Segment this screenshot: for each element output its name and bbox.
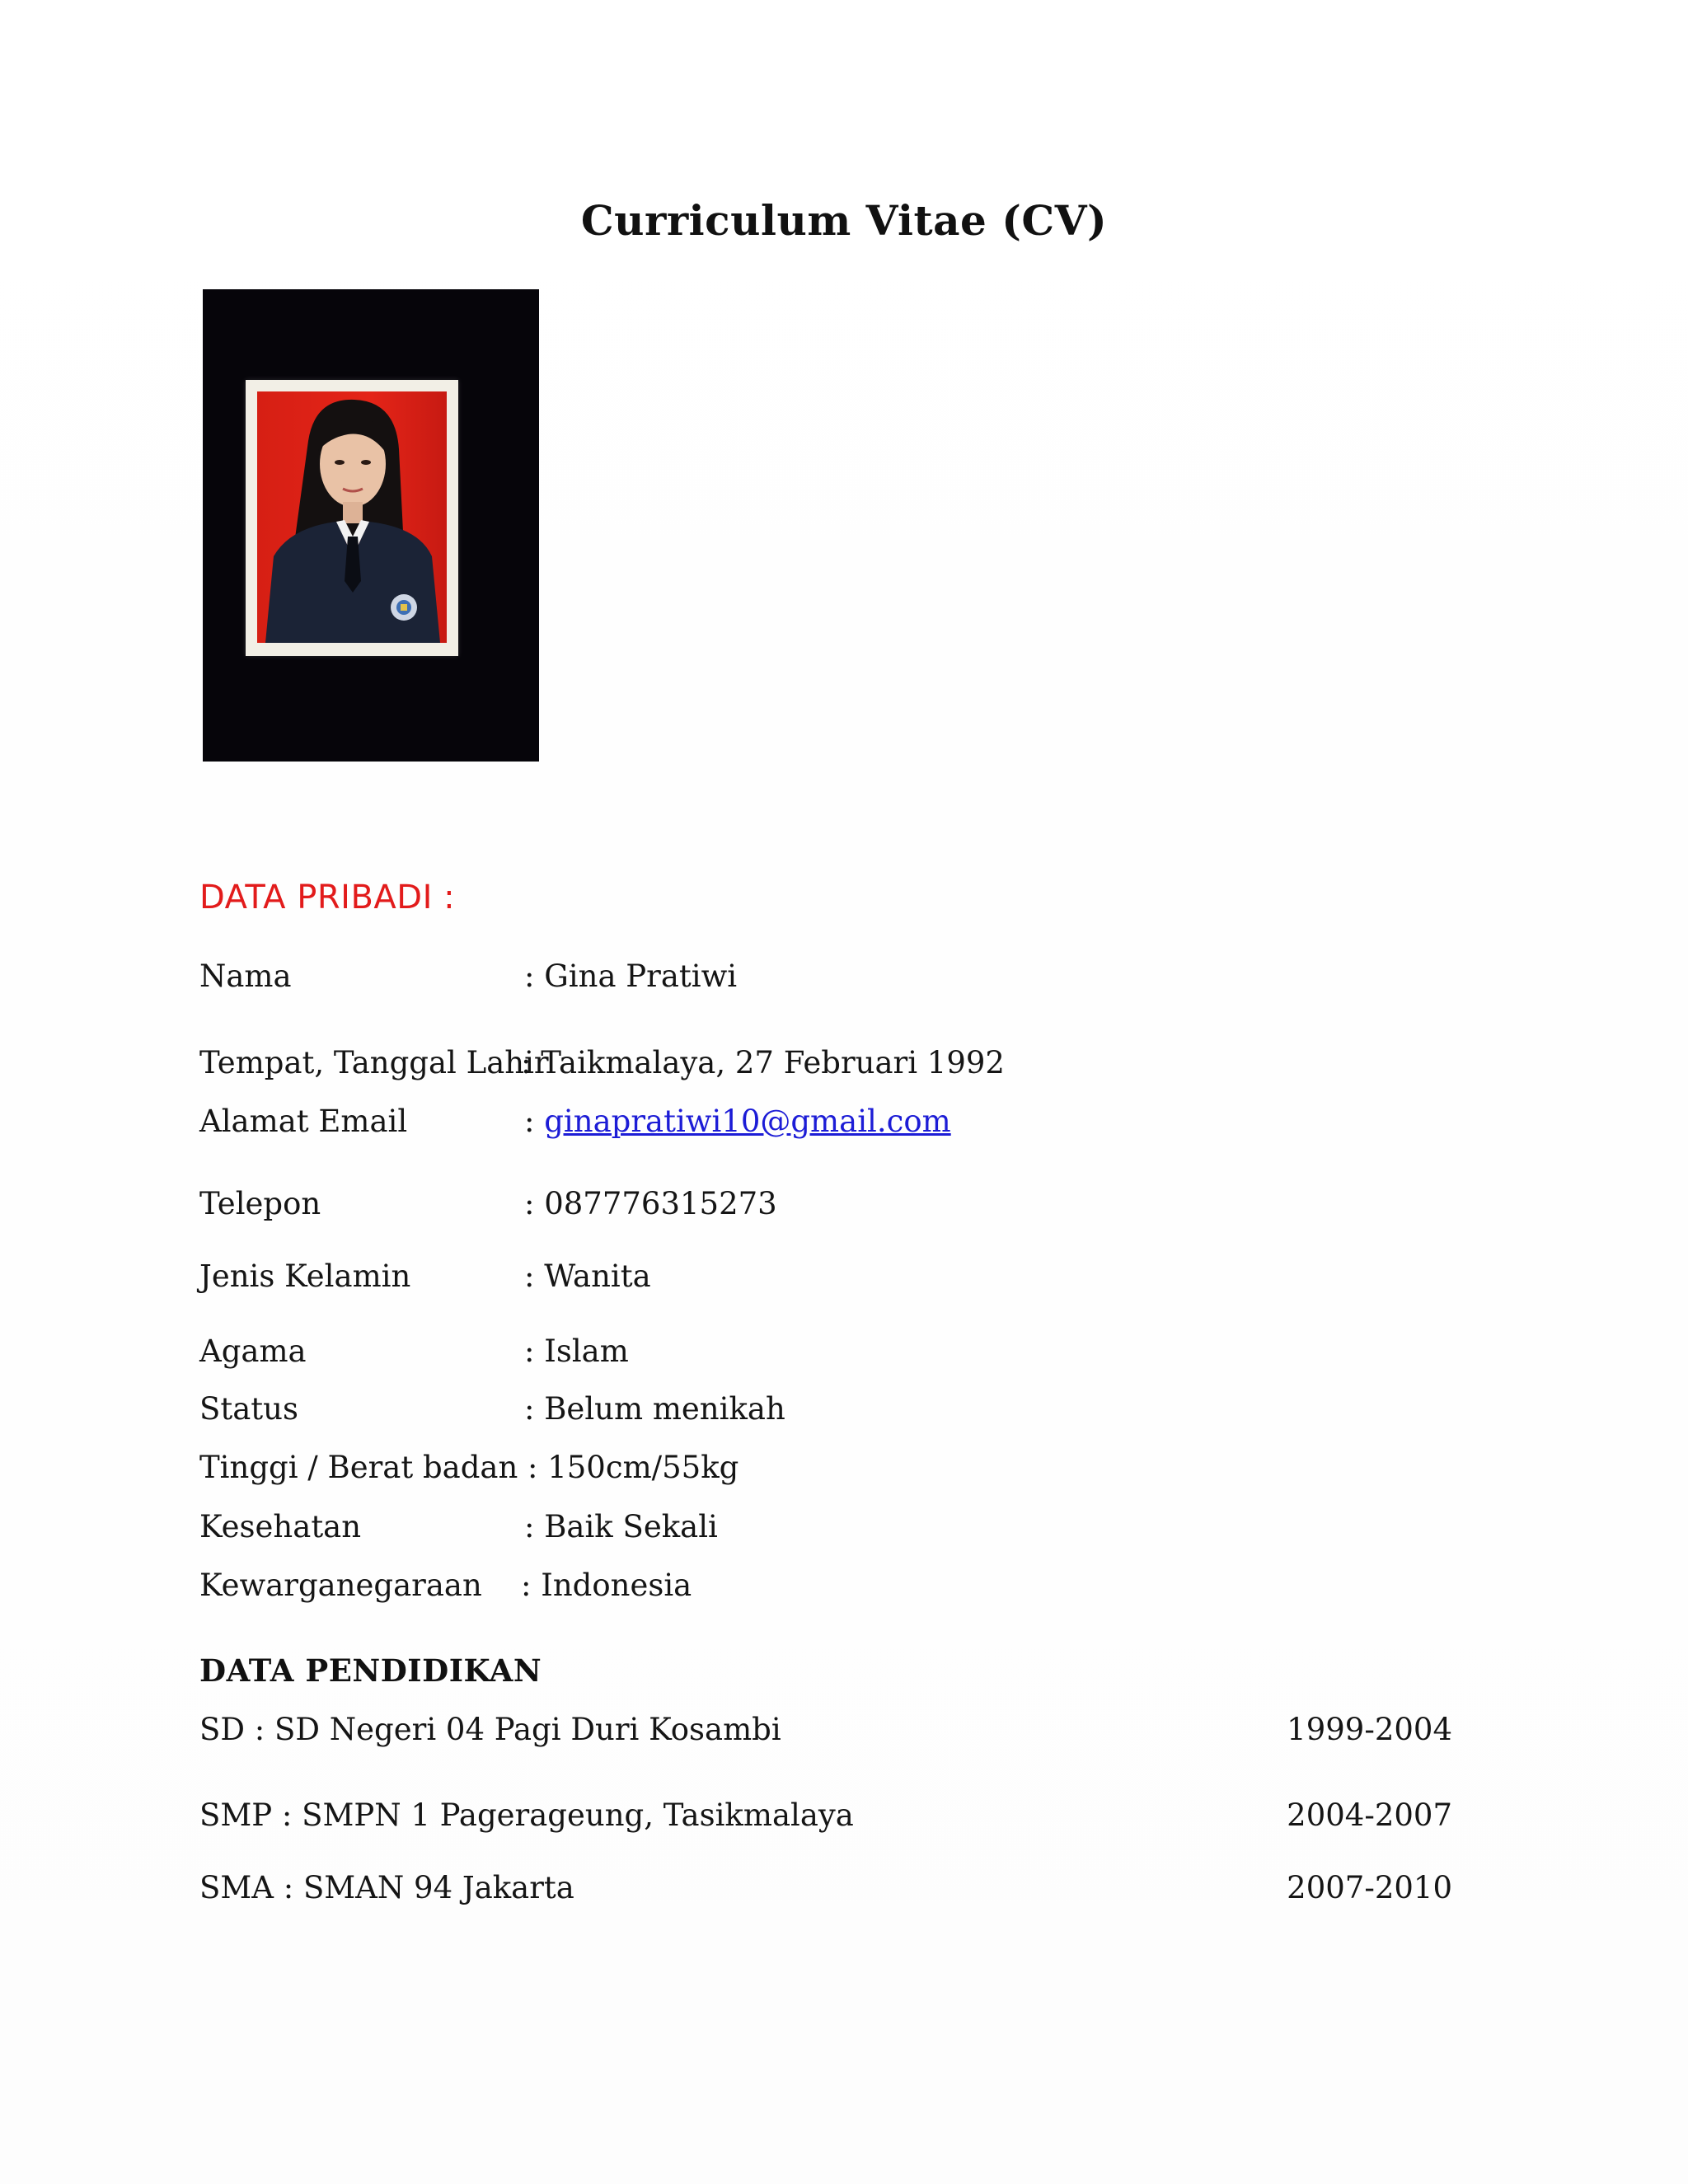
row-label: Alamat Email (199, 1104, 408, 1139)
row-label: Kewarganegaraan (199, 1568, 482, 1603)
row-value: : Baik Sekali (524, 1509, 718, 1544)
row-value: : Wanita (524, 1258, 651, 1294)
education-years: 2004-2007 (1287, 1797, 1452, 1833)
row-value: : Taikmalaya, 27 Februari 1992 (521, 1045, 1005, 1080)
row-value: : Belum menikah (524, 1391, 785, 1427)
row-label: Telepon (199, 1186, 321, 1221)
email-link[interactable]: ginapratiwi10@gmail.com (544, 1104, 951, 1139)
photo-portrait (257, 391, 447, 643)
email-prefix: : (524, 1104, 545, 1139)
row-value: : 087776315273 (524, 1186, 777, 1221)
education-heading: DATA PENDIDIKAN (199, 1652, 542, 1689)
personal-data-heading: DATA PRIBADI : (199, 879, 456, 916)
row-label: Kesehatan (199, 1509, 362, 1544)
education-years: 1999-2004 (1287, 1712, 1452, 1747)
education-row-sma (199, 1870, 1452, 1905)
row-label: Tempat, Tanggal Lahir (199, 1045, 549, 1080)
row-label: Tinggi / Berat badan (199, 1450, 518, 1485)
photo-print (246, 380, 458, 656)
profile-photo (203, 289, 539, 762)
education-row-sd (199, 1712, 1452, 1747)
row-label: Status (199, 1391, 298, 1427)
row-value: : Indonesia (521, 1568, 692, 1603)
education-school: SD : SD Negeri 04 Pagi Duri Kosambi (199, 1712, 781, 1747)
row-value: : Islam (524, 1333, 629, 1369)
education-row-smp (199, 1797, 1452, 1833)
education-school: SMP : SMPN 1 Pagerageung, Tasikmalaya (199, 1797, 854, 1833)
portrait-illustration (257, 391, 447, 643)
row-value: : 150cm/55kg (528, 1450, 739, 1485)
row-label: Jenis Kelamin (199, 1258, 411, 1294)
document-title: Curriculum Vitae (CV) (580, 196, 1108, 245)
row-label: Agama (199, 1333, 307, 1369)
row-value: : Gina Pratiwi (524, 958, 738, 994)
education-years: 2007-2010 (1287, 1870, 1452, 1905)
education-school: SMA : SMAN 94 Jakarta (199, 1870, 574, 1905)
row-value (524, 1104, 951, 1139)
row-label: Nama (199, 958, 292, 994)
